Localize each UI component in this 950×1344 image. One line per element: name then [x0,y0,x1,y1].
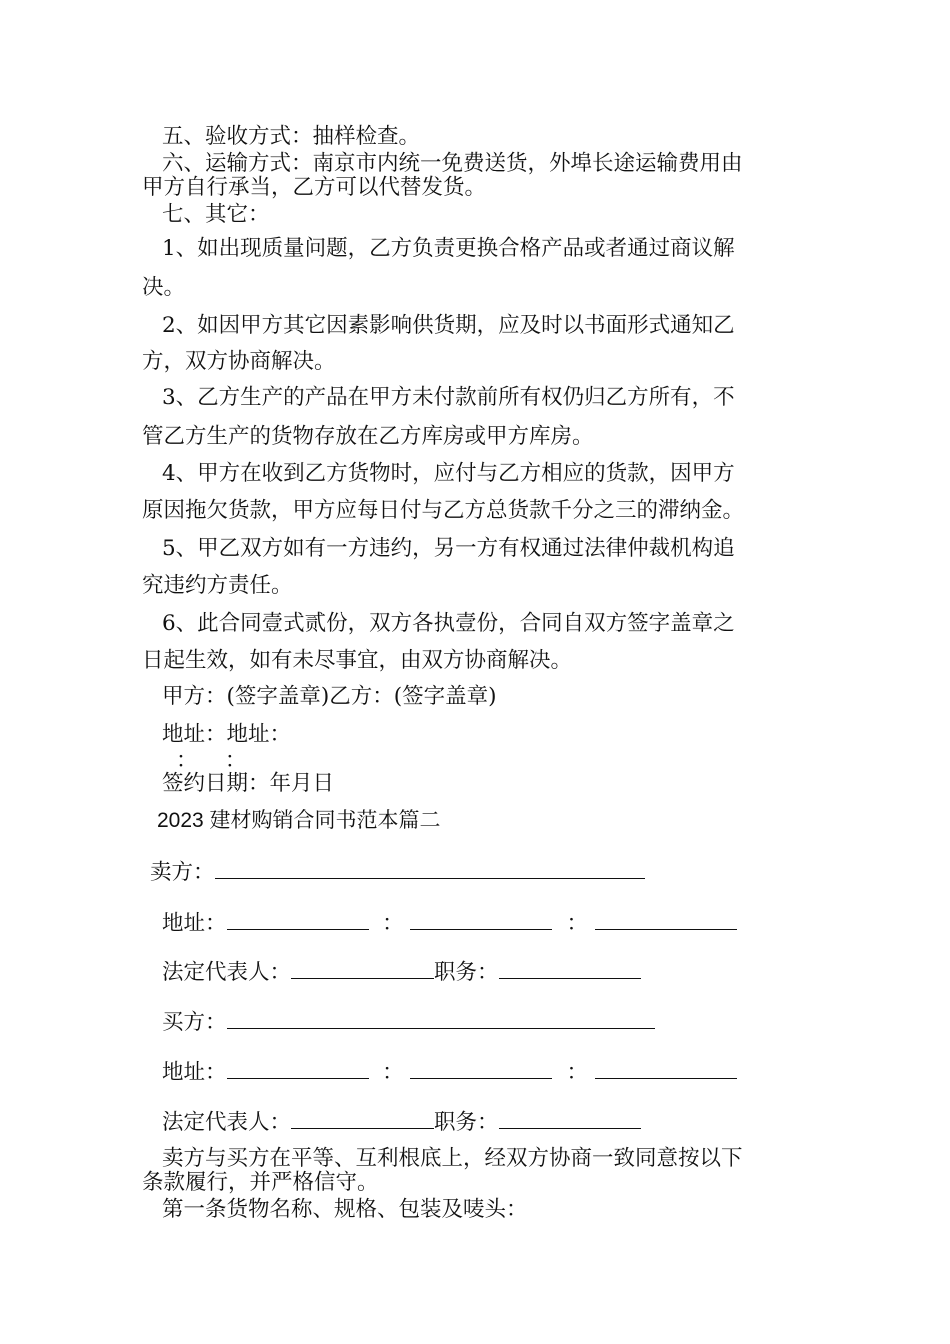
preamble-cont: 条款履行，并严格信守。 [142,1170,379,1195]
seller-label: 卖方： [150,860,215,885]
buyer-name-blank[interactable] [227,1008,655,1029]
buyer-address-blank-3[interactable] [595,1058,737,1079]
signature-line: 甲方：(签字盖章)乙方：(签字盖章) [162,684,497,709]
article-1-heading: 第一条货物名称、规格、包装及唛头： [162,1197,528,1222]
address-line: 地址：地址： [162,722,292,747]
buyer-address-label: 地址： [162,1060,227,1085]
buyer-address-blank-2[interactable] [410,1058,552,1079]
clause-7-other: 七、其它： [162,202,270,227]
seller-position-blank[interactable] [499,958,641,979]
seller-legal-rep-blank[interactable] [291,958,434,979]
item-2: 2、如因甲方其它因素影响供货期，应及时以书面形式通知乙 [162,313,735,338]
seller-address-blank-3[interactable] [595,909,737,930]
section-title: 2023 建材购销合同书范本篇二 [157,809,441,832]
item-3-cont: 管乙方生产的货物存放在乙方库房或甲方库房。 [142,424,594,449]
item-4: 4、甲方在收到乙方货物时，应付与乙方相应的货款，因甲方 [162,461,735,486]
seller-row [150,858,820,886]
seller-legal-rep-label: 法定代表人： [162,960,292,985]
preamble: 卖方与买方在平等、互利根底上，经双方协商一致同意按以下 [162,1146,743,1171]
item-5-cont: 究违约方责任。 [142,573,293,598]
buyer-label: 买方： [162,1010,227,1035]
seller-position-label: 职务： [434,960,499,985]
buyer-address-blank-1[interactable] [227,1058,369,1079]
buyer-address-colon-2: ： [566,1060,588,1085]
clause-5-inspection: 五、验收方式：抽样检查。 [162,124,421,149]
seller-address-row [162,909,832,937]
seller-address-blank-1[interactable] [227,909,369,930]
item-6: 6、此合同壹式贰份，双方各执壹份，合同自双方签字盖章之 [162,611,735,636]
seller-address-colon-1: ： [382,911,404,936]
seller-address-colon-2: ： [566,911,588,936]
seller-name-blank[interactable] [215,858,645,879]
clause-6-transport-cont: 甲方自行承当，乙方可以代替发货。 [142,175,487,200]
item-1: 1、如出现质量问题，乙方负责更换合格产品或者通过商议解 [162,236,735,261]
sign-date-line: 签约日期：年月日 [162,771,335,796]
buyer-position-blank[interactable] [499,1108,641,1129]
item-5: 5、甲乙双方如有一方违约，另一方有权通过法律仲裁机构追 [162,536,735,561]
buyer-address-colon-1: ： [382,1060,404,1085]
clause-6-transport: 六、运输方式：南京市内统一免费送货，外埠长途运输费用由 [162,151,743,176]
item-2-cont: 方，双方协商解决。 [142,349,336,374]
seller-address-label: 地址： [162,911,227,936]
buyer-row [162,1008,832,1036]
colon-line: ： ： [176,748,247,773]
buyer-address-row [162,1058,832,1086]
buyer-position-label: 职务： [434,1110,499,1135]
buyer-legal-rep-label: 法定代表人： [162,1110,292,1135]
item-6-cont: 日起生效，如有未尽事宜，由双方协商解决。 [142,648,573,673]
item-4-cont: 原因拖欠货款，甲方应每日付与乙方总货款千分之三的滞纳金。 [142,498,745,523]
seller-address-blank-2[interactable] [410,909,552,930]
seller-rep-row [162,958,832,986]
buyer-legal-rep-blank[interactable] [291,1108,434,1129]
item-3: 3、乙方生产的产品在甲方未付款前所有权仍归乙方所有，不 [162,385,735,410]
buyer-rep-row [162,1108,832,1136]
item-1-cont: 决。 [142,275,186,300]
